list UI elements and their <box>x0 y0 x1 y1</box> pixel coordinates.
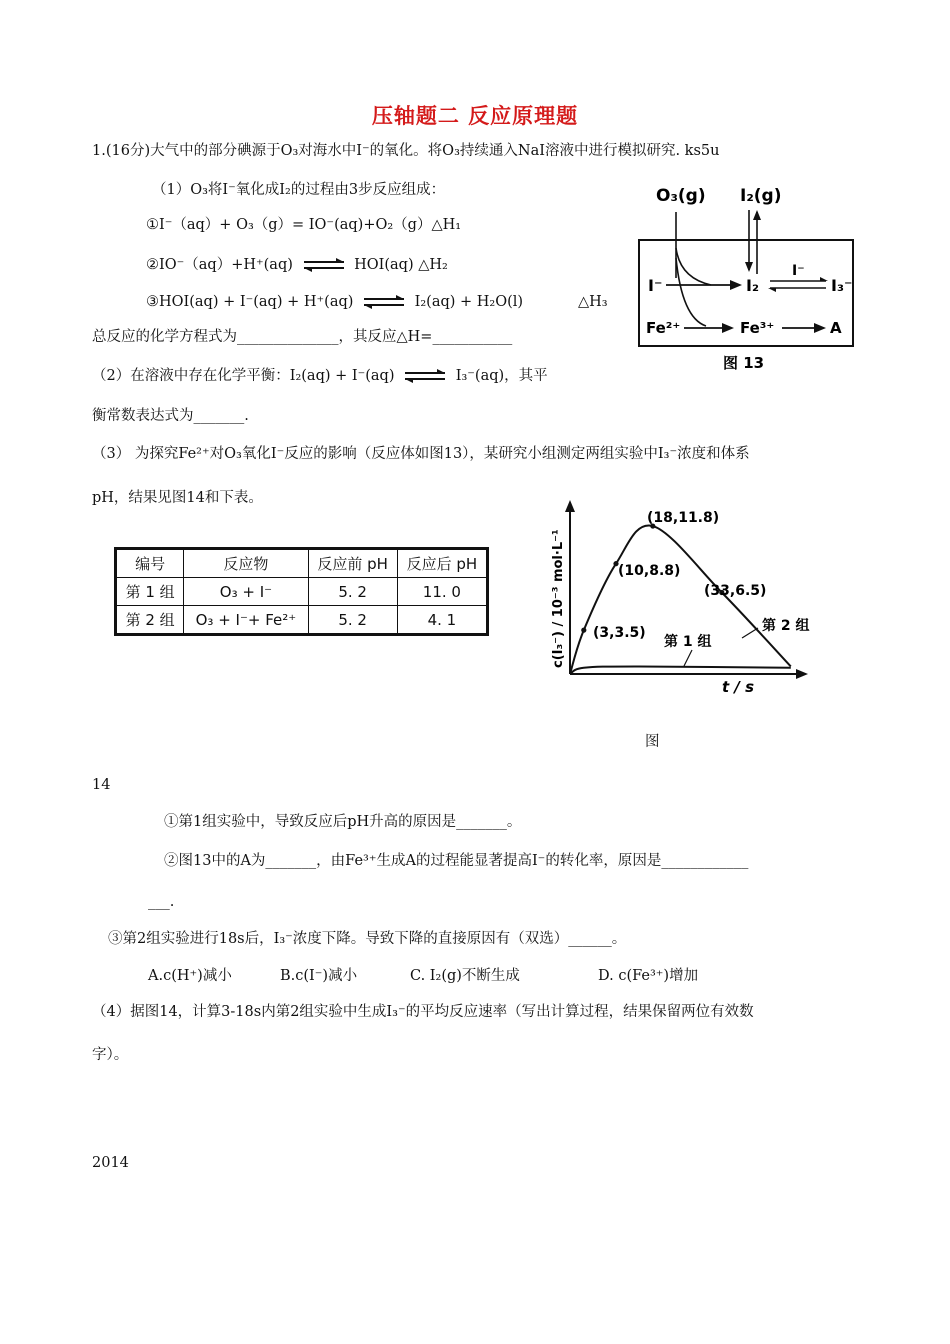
x-axis-label: t / s <box>722 678 755 696</box>
part-2-question <box>92 366 548 386</box>
fe2-label: Fe²⁺ <box>646 319 681 337</box>
figure-13-caption: 图 13 <box>723 354 765 372</box>
equilibrium-arrow-icon <box>302 258 346 272</box>
y-axis-arrow-icon <box>565 500 575 512</box>
table-cell: 第 2 组 <box>116 606 184 635</box>
table-header-cell: 反应物 <box>184 549 308 578</box>
a-label: A <box>830 319 842 337</box>
o3-label: O₃(g) <box>656 186 706 206</box>
part-2-left: （2）在溶液中存在化学平衡：I₂(aq) + I⁻(aq) <box>92 368 395 384</box>
series-line-1 <box>570 525 791 674</box>
table-cell: O₃ + I⁻ <box>184 578 308 606</box>
step-3-right: I₂(aq) + H₂O(l) <box>414 294 524 310</box>
part-2-right: I₃⁻(aq)，其平 <box>455 368 548 384</box>
data-point <box>581 628 586 633</box>
annotation-point-3: (3,3.5) <box>593 625 646 641</box>
down-arrow-icon <box>745 262 753 272</box>
part-3-line-2: pH，结果见图14和下表。 <box>92 490 263 506</box>
annotation-peak: (18,11.8) <box>647 510 720 526</box>
figure-14-caption-b: 14 <box>92 777 111 793</box>
footer-year: 2014 <box>92 1155 129 1171</box>
question-3-3: ③第2组实验进行18s后，I₃⁻浓度下降。导致下降的直接原因有（双选）______。 <box>108 931 627 947</box>
option-c: C. I₂(g)不断生成 <box>410 968 520 984</box>
y-axis-label: c(I₃⁻) / 10⁻³ mol·L⁻¹ <box>551 529 566 668</box>
table-cell: 11. 0 <box>397 578 487 606</box>
part-3-line-1: （3） 为探究Fe²⁺对O₃氧化I⁻反应的影响（反应体如图13），某研究小组测定两组实验中I₃⁻浓度和体系 <box>92 446 750 462</box>
question-3-1: ①第1组实验中，导致反应后pH升高的原因是_______。 <box>164 814 522 830</box>
part-4-line-2: 字）。 <box>92 1047 129 1063</box>
option-d: D. c(Fe³⁺)增加 <box>598 968 699 984</box>
table-cell: 第 1 组 <box>116 578 184 606</box>
table-cell: 4. 1 <box>397 606 487 635</box>
step-2-equation <box>146 255 448 275</box>
x-axis-arrow-icon <box>796 669 808 679</box>
i2-label: I₂ <box>746 276 759 295</box>
table-header-cell: 反应前 pH <box>308 549 397 578</box>
table-row <box>116 578 488 606</box>
step-3-equation <box>146 292 523 312</box>
step-1-equation: ①I⁻（aq）+ O₃（g）= IO⁻(aq)+O₂（g）△H₁ <box>146 217 462 233</box>
option-b: B.c(I⁻)减小 <box>280 968 358 984</box>
table-header-cell: 反应后 pH <box>397 549 487 578</box>
part-1-intro: （1）O₃将I⁻氧化成I₂的过程由3步反应组成： <box>152 182 446 198</box>
table-cell: 5. 2 <box>308 578 397 606</box>
right-arrow-icon <box>730 280 742 290</box>
question-3-2: ②图13中的A为_______，由Fe³⁺生成A的过程能显著提高Ⅰ⁻的转化率，原因是____________ <box>164 853 749 869</box>
right-arrow-icon <box>814 323 826 333</box>
i-minus-reagent-label: I⁻ <box>792 263 805 279</box>
i-minus-label: I⁻ <box>648 276 663 295</box>
step-2-left: ②IO⁻（aq）+H⁺(aq) <box>146 257 293 273</box>
option-a: A.c(H⁺)减小 <box>148 968 232 984</box>
i3-label: I₃⁻ <box>831 276 853 295</box>
table-cell: O₃ + I⁻+ Fe²⁺ <box>184 606 308 635</box>
fe3-label: Fe³⁺ <box>740 319 775 337</box>
up-arrow-icon <box>753 210 761 220</box>
figure-14-chart <box>546 498 812 698</box>
step-2-right: HOI(aq) △H₂ <box>354 257 448 273</box>
i2g-label: I₂(g) <box>740 186 782 206</box>
equilibrium-arrow-icon <box>403 369 447 383</box>
total-equation-question: 总反应的化学方程式为______________，其反应△H=___________ <box>92 329 513 345</box>
step-3-left: ③HOI(aq) + I⁻(aq) + H⁺(aq) <box>146 294 354 310</box>
part-4-line-1: （4）据图14，计算3-18s内第2组实验中生成I₃⁻的平均反应速率（写出计算过程，结果保留两位有效数 <box>92 1004 754 1020</box>
legend-group-2: 第 2 组 <box>762 618 810 634</box>
annotation-point-33: (33,6.5) <box>704 583 767 599</box>
figure-13-diagram <box>636 178 858 378</box>
table-row <box>116 606 488 635</box>
right-arrow-icon <box>722 323 734 333</box>
legend-group-1: 第 1 组 <box>664 634 712 650</box>
table-cell: 5. 2 <box>308 606 397 635</box>
page-title: 压轴题二 反应原理题 <box>371 103 579 128</box>
step-3-dh: △H₃ <box>578 294 608 310</box>
equilibrium-arrow-icon <box>362 295 406 309</box>
series-line-2 <box>570 666 791 674</box>
ph-table <box>114 547 489 636</box>
figure-14-caption-a: 图 <box>645 734 660 750</box>
annotation-point-10: (10,8.8) <box>618 563 681 579</box>
part-2-continuation: 衡常数表达式为_______. <box>92 408 249 424</box>
table-header-cell: 编号 <box>116 549 184 578</box>
question-1-intro: 1.(16分)大气中的部分碘源于O₃对海水中I⁻的氧化。将O₃持续通入NaI溶液中进行模拟研究. ks5u <box>92 143 720 159</box>
table-header-row <box>116 549 488 578</box>
question-3-2-continuation: ___. <box>148 894 175 910</box>
